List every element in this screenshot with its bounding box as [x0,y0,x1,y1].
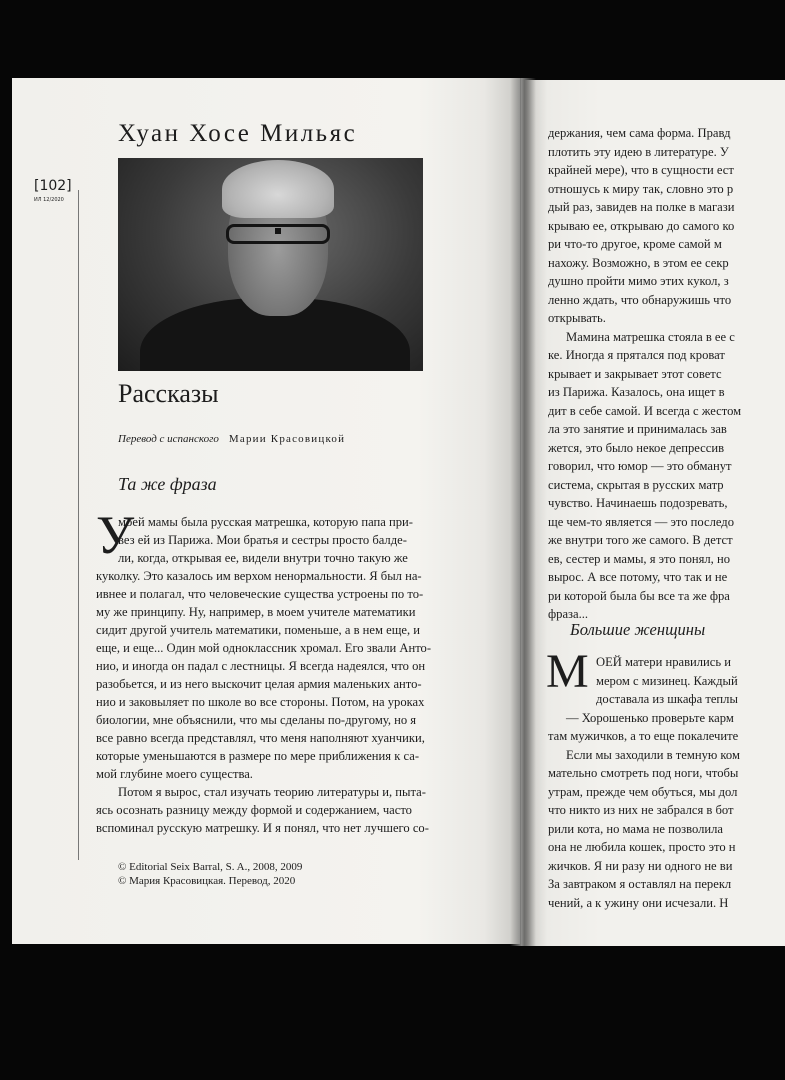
text-line: еще, и еще... Один мой одноклассник хромал. Его звали Анто- [96,641,432,655]
text-line: крываю ее, открываю до самого ко [548,218,735,233]
copyright-block [118,860,302,888]
text-line: мой глубине моего существа. [96,767,253,781]
text-line: ев, сестер и мамы, я это понял, но [548,551,731,566]
text-line: чений, а к ужину они исчезали. Н [548,895,729,910]
journal-issue: ИЛ 12/2020 [34,197,64,203]
right-page-text-top [548,124,785,624]
text-line: отношусь к миру так, словно это р [548,181,734,196]
text-line: ОЕЙ матери нравились и [596,655,732,669]
text-line: утрам, прежде чем обуться, мы дол [548,784,738,799]
text-line: биологии, мне объяснили, что мы сделаны по-другому, но я [96,713,417,727]
text-line: моей мамы была русская матрешка, которую папа при- [118,515,413,529]
story-title: Та же фраза [118,474,217,494]
right-page-text-bottom [548,653,785,912]
text-line: что никто из них не забрался в бот [548,803,734,817]
text-line: ленно ждать, что обнаружишь что [548,292,732,307]
story-title-2: Большие женщины [570,620,706,639]
text-line: дит в себе самой. И всегда с жестом [548,403,742,418]
text-line: куколку. Это казалось им верхом ненормальности. Я был на- [96,569,422,583]
text-line: дый раз, завидев на полке в магази [548,200,735,214]
text-line: чувство. Начинаешь подозревать, [548,496,728,510]
text-line: мером с мизинец. Каждый [596,673,738,688]
text-line: все равно всегда представлял, что меня наполняют хуанчики, [96,731,425,745]
drop-cap-2: М [546,645,589,698]
text-line: ясь осознать разницу между формой и содержанием, часто [96,803,412,817]
translator-name: Марии Красовицкой [228,433,346,445]
text-line: она не любила кошек, просто это н [548,840,736,854]
margin-rule [78,190,79,860]
text-line: рили кота, но мама не позволила [548,821,724,836]
text-line: ри что-то другое, кроме самой м [548,237,722,251]
text-line: жется, это было некое депрессив [548,440,725,455]
copyright-publisher: © Editorial Seix Barral, S. A., 2008, 2009 [118,861,303,873]
text-line: крайней мере), что в сущности ест [548,163,734,177]
text-line: сидит другой учитель математики, поменьше, а в нем еще, и [96,623,421,637]
copyright-translation: © Мария Красовицкая. Перевод, 2020 [118,875,296,887]
translator-prefix: Перевод с испанского [118,433,219,445]
text-line: вырос. А все потому, что так и не [548,570,728,584]
text-line: плотить эту идею в литературе. У [548,144,729,159]
text-line: там мужичков, а то еще покалечите [548,729,739,743]
text-line: Если мы заходили в темную ком [566,747,740,762]
author-photo [118,158,423,371]
translator-credit [118,433,345,445]
section-title: Рассказы [118,379,219,408]
author-name: Хуан Хосе Мильяс [118,120,358,147]
text-line: Мамина матрешка стояла в ее с [566,329,735,344]
text-line: ивнее и полагал, что человеческие существа устроены по то- [96,587,424,601]
drop-cap: У [96,505,135,565]
text-line: крывает и закрывает этот советс [548,366,722,381]
text-line: нио, и иногда он падал с лестницы. Я всегда надеялся, что он [96,659,426,673]
book-gutter [510,78,536,946]
text-line: которые уменьшаются в размере по мере приближения к са- [96,749,420,763]
text-line: — Хорошенько проверьте карм [566,710,734,725]
page-number: [102] [34,178,72,194]
text-line: разобьется, и из него выскочит целая армия маленьких анто- [96,677,422,691]
text-line: система, скрытая в русских матр [548,477,724,492]
text-line: За завтраком я оставлял на перекл [548,877,732,891]
text-line: душно пройти мимо этих кукол, з [548,274,729,288]
story-body [96,513,510,837]
text-line: из Парижа. Казалось, она ищет в [548,385,725,399]
text-line: нио и заковыляет по школе во все стороны. Потом, на уроках [96,695,425,709]
text-line: держания, чем сама форма. Правд [548,126,731,140]
text-line: нахожу. Возможно, в этом ее секр [548,255,729,270]
text-line: доставала из шкафа теплы [596,692,738,706]
text-line: вспоминал русскую матрешку. И я понял, что нет лучшего со- [96,821,429,835]
text-line: ри которой была бы все та же фра [548,588,730,603]
text-line: мательно смотреть под ноги, чтобы [548,766,739,780]
text-line: открывать. [548,311,606,325]
text-line: жичков. Я ни разу ни одного не ви [548,858,733,873]
text-line: говорил, что юмор — это обманут [548,459,732,473]
text-line: фраза... [548,607,589,621]
text-line: ла это занятие и принималась зав [548,422,727,436]
text-line: же внутри того же самого. В детст [548,533,733,547]
text-line: вез ей из Парижа. Мои братья и сестры просто балде- [118,533,407,547]
text-line: ли, когда, открывая ее, видели внутри точно такую же [118,551,408,565]
text-line: ще чем-то является — это последо [548,514,735,529]
text-line: му же принципу. Ну, например, в моем учителе математики [96,605,416,619]
text-line: Потом я вырос, стал изучать теорию литературы и, пыта- [118,785,426,799]
text-line: ке. Иногда я прятался под кроват [548,348,725,362]
